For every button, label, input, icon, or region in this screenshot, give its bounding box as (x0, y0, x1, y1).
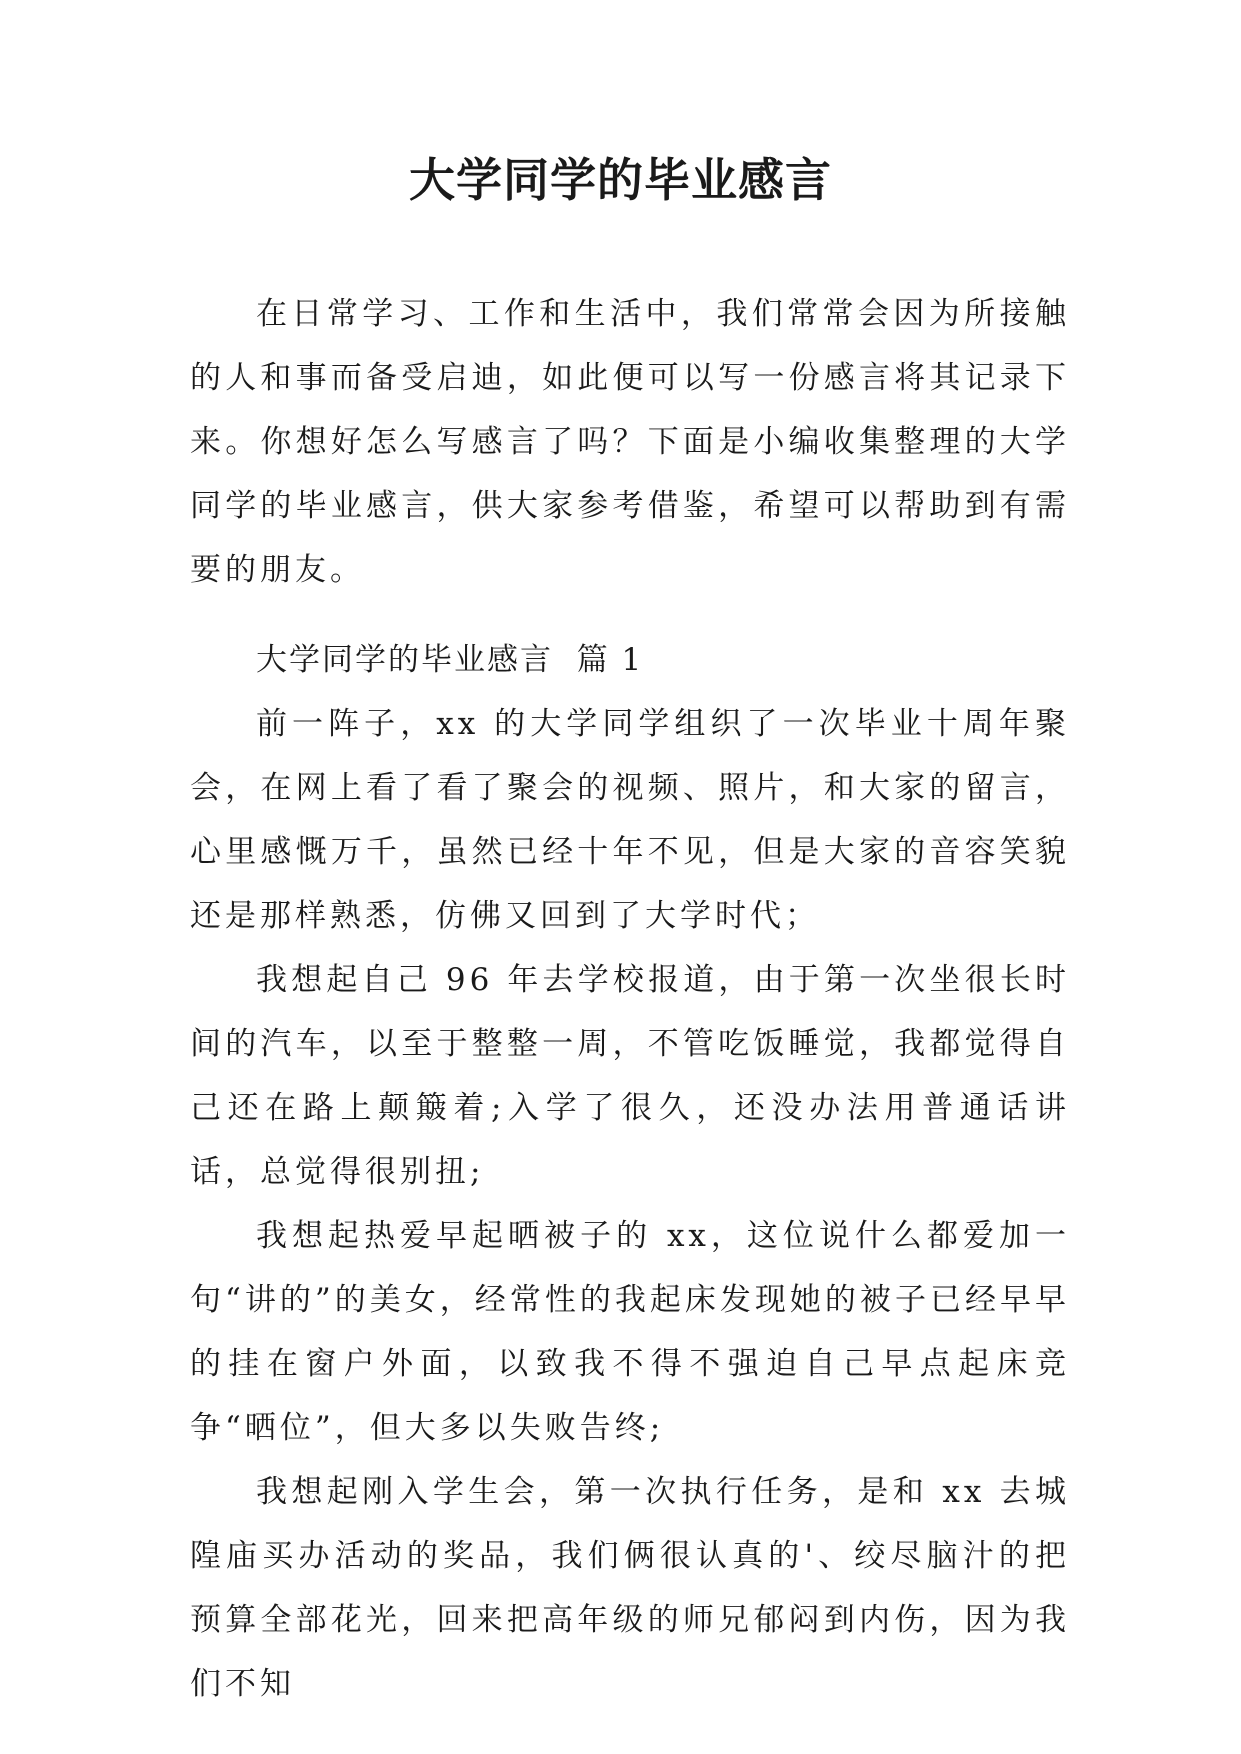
body-paragraph: 我想起刚入学生会，第一次执行任务，是和 xx 去城隍庙买办活动的奖品，我们俩很认真的'、绞尽脑汁的把预算全部花光，回来把高年级的师兄郁闷到内伤，因为我们不知 (190, 1474, 1070, 1702)
body-paragraph: 前一阵子，xx 的大学同学组织了一次毕业十周年聚会，在网上看了看了聚会的视频、照片，和大家的留言，心里感慨万千，虽然已经十年不见，但是大家的音容笑貌还是那样熟悉，仿佛又回到了大学时代； (190, 706, 1070, 934)
section-heading: 大学同学的毕业感言 篇 1 (256, 642, 644, 678)
body-paragraph: 我想起热爱早起晒被子的 xx，这位说什么都爱加一句“讲的”的美女，经常性的我起床发现她的被子已经早早的挂在窗户外面，以致我不得不强迫自己早点起床竞争“晒位”，但大多以失败告终; (190, 1218, 1070, 1446)
section-body (190, 692, 1070, 1716)
body-paragraph: 我想起自己 96 年去学校报道，由于第一次坐很长时间的汽车，以至于整整一周，不管吃饭睡觉，我都觉得自己还在路上颠簸着;入学了很久，还没办法用普通话讲话，总觉得很别扭; (190, 962, 1070, 1190)
intro-paragraph: 在日常学习、工作和生活中，我们常常会因为所接触的人和事而备受启迪，如此便可以写一份感言将其记录下来。你想好怎么写感言了吗？下面是小编收集整理的大学同学的毕业感言，供大家参考借鉴，希望可以帮助到有需要的朋友。 (190, 296, 1070, 588)
page-title: 大学同学的毕业感言 (409, 153, 832, 207)
